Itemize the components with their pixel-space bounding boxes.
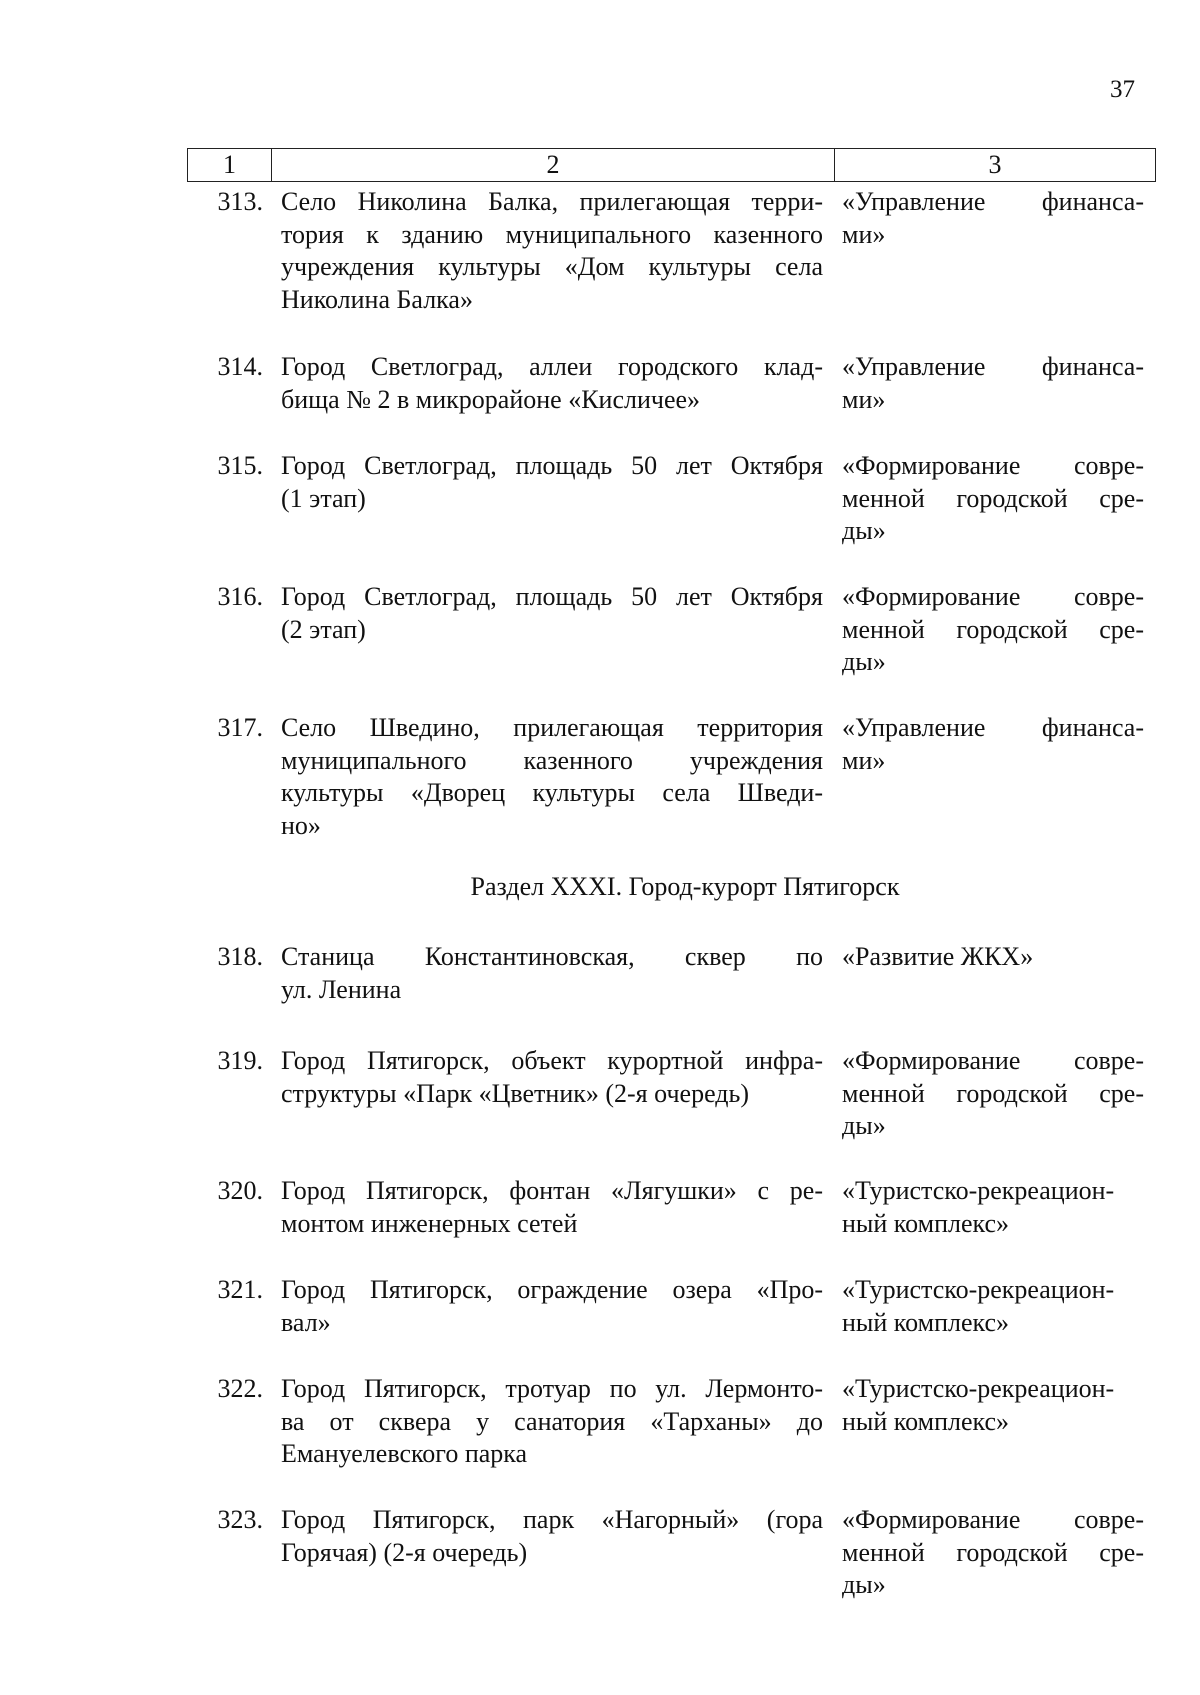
description-line: муниципального казенного учреждения [281,745,823,775]
description-line: ва от сквера у санатория «Тарханы» до [281,1406,823,1436]
description-line: Город Пятигорск, парк «Нагорный» (гора [281,1505,823,1534]
program-line: «Туристско-рекреацион- [842,1374,1115,1403]
program-line: менной городской сре- [842,1537,1144,1567]
row-description [281,1175,823,1240]
page-number: 37 [1110,76,1135,103]
row-program [842,712,1144,777]
program-line: «Управление финанса- [842,187,1144,216]
row-number: 319. [217,1046,263,1075]
program-line: ды» [842,1111,886,1140]
program-line: менной городской сре- [842,1078,1144,1108]
description-line: вал» [281,1307,331,1337]
description-line: бища № 2 в микрорайоне «Кисличее» [281,384,701,414]
program-line: менной городской сре- [842,483,1144,513]
description-line: Город Светлоград, площадь 50 лет Октября [281,451,823,480]
program-line: ми» [842,384,886,414]
program-line: «Развитие ЖКХ» [842,942,1034,971]
description-line: Город Светлоград, аллеи городского клад- [281,352,823,381]
row-description [281,712,823,842]
row-description [281,1045,823,1110]
row-program [842,1274,1144,1339]
description-line: Село Шведино, прилегающая территория [281,713,823,742]
row-number: 323. [217,1505,263,1534]
program-line: «Формирование совре- [842,451,1144,480]
program-line: «Туристско-рекреацион- [842,1176,1115,1205]
program-line: ми» [842,219,886,249]
description-line: Город Пятигорск, ограждение озера «Про- [281,1275,823,1304]
row-program [842,1504,1144,1602]
program-line: ный комплекс» [842,1406,1010,1436]
description-line: (2 этап) [281,614,366,644]
program-line: «Формирование совре- [842,582,1144,611]
row-number: 315. [217,451,263,480]
program-line: менной городской сре- [842,614,1144,644]
row-program [842,1045,1144,1143]
header-col-1: 1 [188,149,272,181]
row-description [281,941,823,1006]
row-number: 316. [217,582,263,611]
description-line: структуры «Парк «Цветник» (2-я очередь) [281,1078,750,1108]
description-line: Город Светлоград, площадь 50 лет Октября [281,582,823,611]
row-number: 317. [217,713,263,742]
description-line: Горячая) (2-я очередь) [281,1537,528,1567]
row-number: 313. [217,187,263,216]
program-line: ми» [842,745,886,775]
row-number: 322. [217,1374,263,1403]
section-title: Раздел XXXI. Город-курорт Пятигорск [470,872,900,901]
description-line: монтом инженерных сетей [281,1208,578,1238]
row-description [281,1373,823,1471]
program-line: ды» [842,1570,886,1599]
description-line: Город Пятигорск, объект курортной инфра- [281,1046,823,1075]
program-line: ды» [842,647,886,676]
row-description [281,351,823,416]
description-line: Станица Константиновская, сквер по [281,942,823,971]
row-description [281,581,823,646]
row-description [281,450,823,515]
program-line: «Формирование совре- [842,1046,1144,1075]
description-line: Город Пятигорск, тротуар по ул. Лермонто- [281,1374,823,1403]
description-line: Емануелевского парка [281,1439,528,1468]
description-line: (1 этап) [281,483,366,513]
description-line: культуры «Дворец культуры села Шведи- [281,778,823,807]
row-description [281,1274,823,1339]
row-program [842,186,1144,251]
program-line: «Туристско-рекреацион- [842,1275,1115,1304]
row-program [842,581,1144,679]
row-number: 321. [217,1275,263,1304]
program-line: «Управление финанса- [842,713,1144,742]
row-program [842,1373,1144,1438]
program-line: ный комплекс» [842,1307,1010,1337]
table-header [187,148,1156,182]
program-line: «Формирование совре- [842,1505,1144,1534]
row-number: 320. [217,1176,263,1205]
description-line: тория к зданию муниципального казенного [281,219,823,249]
description-line: Село Николина Балка, прилегающая терри- [281,187,823,216]
description-line: но» [281,810,321,840]
program-line: ды» [842,516,886,545]
program-line: «Управление финанса- [842,352,1144,381]
row-program [842,450,1144,548]
program-line: ный комплекс» [842,1208,1010,1238]
row-description [281,186,823,316]
description-line: Николина Балка» [281,284,473,314]
header-col-2: 2 [272,149,835,181]
description-line: Город Пятигорск, фонтан «Лягушки» с ре- [281,1176,823,1205]
row-description [281,1504,823,1569]
row-number: 314. [217,352,263,381]
row-number: 318. [217,942,263,971]
description-line: ул. Ленина [281,974,402,1004]
description-line: учреждения культуры «Дом культуры села [281,252,823,281]
header-col-3: 3 [988,150,1002,179]
row-program [842,941,1144,974]
row-program [842,1175,1144,1240]
row-program [842,351,1144,416]
